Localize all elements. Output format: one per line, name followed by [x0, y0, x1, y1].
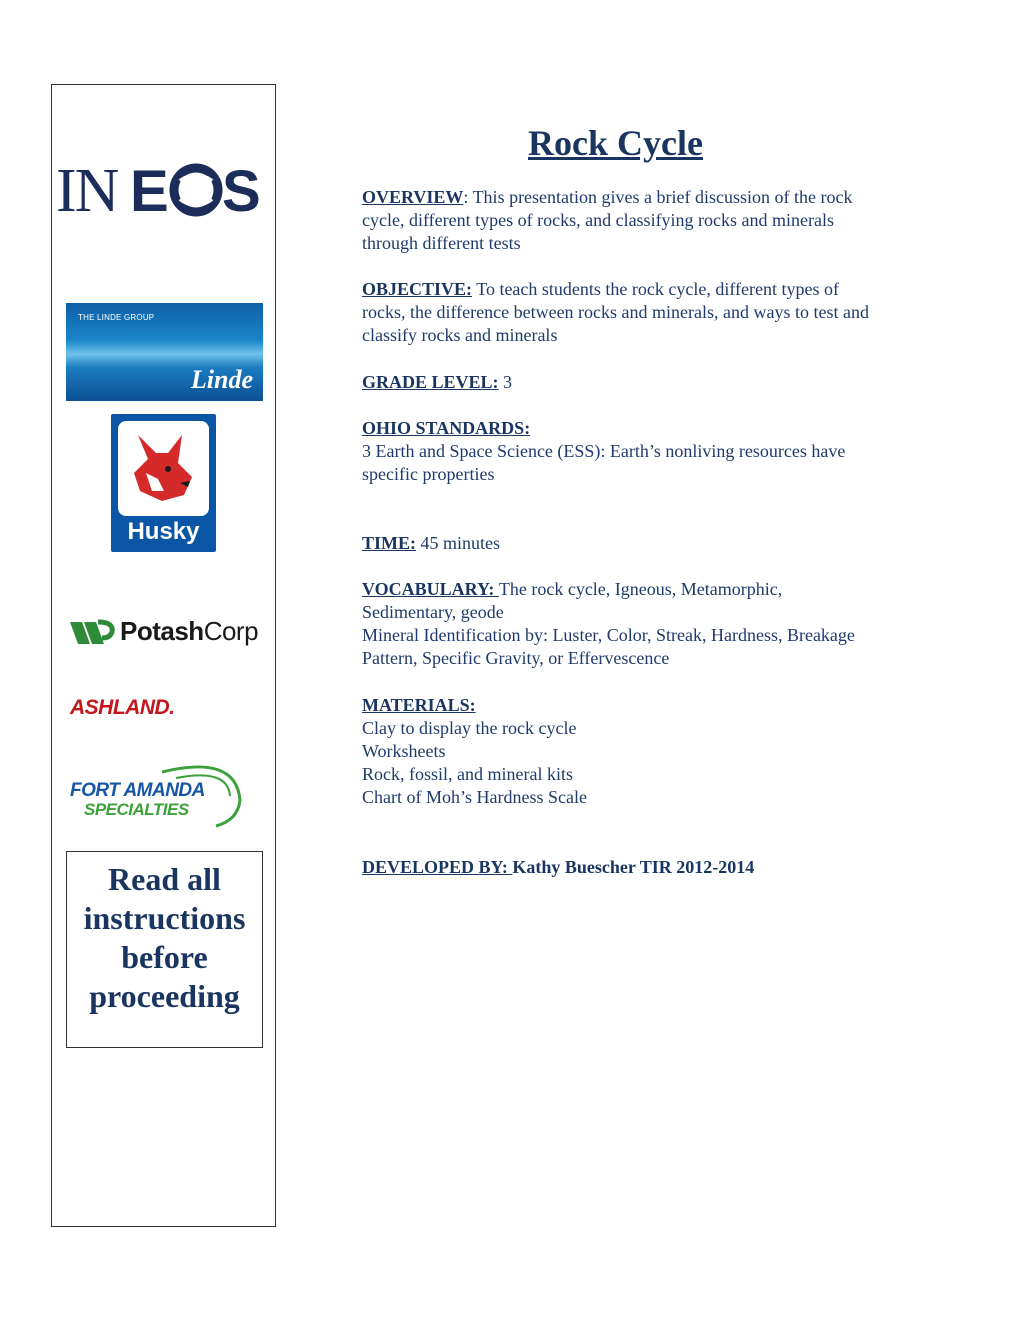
ashland-logo	[70, 696, 240, 722]
developed-by-value: Kathy Buescher TIR 2012-2014	[512, 857, 755, 877]
time-value: 45 minutes	[416, 533, 500, 553]
potashcorp-logo	[68, 612, 268, 650]
specialties-wordmark: SPECIALTIES	[84, 800, 189, 819]
overview-text: : This presentation gives a brief discussion of the rock cycle, different types of rocks, and classifying rocks and minerals through different tests	[362, 187, 853, 253]
grade-level-value: 3	[498, 372, 513, 392]
developed-by-section	[362, 856, 877, 879]
time-section	[362, 532, 877, 555]
list-item: Clay to display the rock cycle	[362, 718, 577, 738]
objective-text: To teach students the rock cycle, different types of rocks, the difference between rocks and minerals, and ways to test and classify rocks and minerals	[362, 279, 869, 345]
notice-line: Read all	[108, 861, 221, 897]
husky-wordmark: Husky	[127, 518, 200, 545]
grade-level-section	[362, 371, 877, 394]
potash-leaf-icon	[68, 618, 116, 648]
list-item: Chart of Moh’s Hardness Scale	[362, 787, 587, 807]
sponsor-sidebar	[51, 84, 276, 1227]
ashland-wordmark: ASHLAND.	[70, 696, 175, 719]
ineos-logo	[56, 159, 264, 219]
vocabulary-text: The rock cycle, Igneous, Metamorphic, Sedimentary, geode	[362, 579, 783, 622]
fort-amanda-wordmark: FORT AMANDA	[70, 780, 205, 801]
page-title: Rock Cycle	[528, 123, 703, 163]
linde-group-text: THE LINDE GROUP	[78, 313, 155, 322]
objective-section	[362, 278, 877, 347]
linde-wordmark: Linde	[190, 365, 253, 394]
developed-by-label: DEVELOPED BY:	[362, 857, 513, 877]
svg-text:IN: IN	[56, 159, 118, 219]
notice-line: proceeding	[89, 978, 240, 1014]
grade-level-label: GRADE LEVEL:	[362, 372, 499, 392]
svg-text:E: E	[130, 159, 169, 219]
fort-amanda-logo	[66, 760, 250, 830]
list-item: Worksheets	[362, 741, 446, 761]
ohio-standards-text: 3 Earth and Space Science (ESS): Earth’s nonliving resources have specific properties	[362, 441, 846, 484]
potashcorp-wordmark: PotashCorp	[120, 616, 259, 646]
objective-label: OBJECTIVE:	[362, 279, 473, 299]
materials-label: MATERIALS:	[362, 695, 476, 715]
svg-text:S: S	[222, 159, 261, 219]
overview-section	[362, 186, 877, 255]
materials-section	[362, 694, 877, 809]
list-item: Rock, fossil, and mineral kits	[362, 764, 573, 784]
linde-logo	[66, 303, 263, 401]
time-label: TIME:	[362, 533, 416, 553]
vocabulary-section	[362, 578, 877, 670]
husky-logo	[111, 414, 216, 552]
overview-label: OVERVIEW	[362, 187, 464, 207]
read-instructions-notice	[66, 851, 263, 1048]
husky-dog-icon	[118, 421, 209, 516]
mineral-identification-text: Mineral Identification by: Luster, Color, Streak, Hardness, Breakage Pattern, Specific Gravity, or Effervescence	[362, 625, 855, 668]
ohio-standards-label: OHIO STANDARDS:	[362, 418, 531, 438]
notice-line: instructions	[83, 900, 246, 936]
vocabulary-label: VOCABULARY:	[362, 579, 499, 599]
ohio-standards-section	[362, 417, 877, 486]
notice-line: before	[121, 939, 208, 975]
